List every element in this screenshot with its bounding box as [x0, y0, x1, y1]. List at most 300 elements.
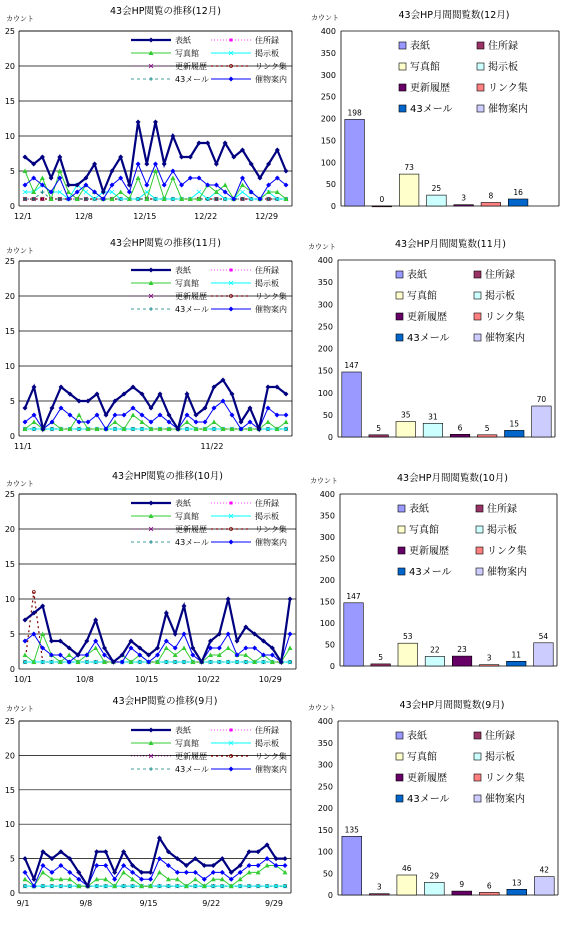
- legend-entry-label: 更新履歴: [175, 62, 207, 71]
- legend-entry-label: 43メール: [175, 765, 210, 774]
- bar: [507, 661, 527, 666]
- bar: [427, 195, 447, 206]
- y-tick-label: 400: [320, 27, 336, 36]
- y-tick-label: 20: [4, 62, 15, 71]
- legend-entry-label: 催物案内: [487, 567, 527, 578]
- x-tick-label: 12/8: [74, 212, 93, 221]
- data-point-marker: [149, 38, 154, 43]
- legend: [399, 39, 528, 115]
- legend-entry-label: 写真館: [407, 291, 437, 302]
- x-tick-label: 9/29: [265, 899, 284, 908]
- legend-entry-label: 催物案内: [488, 104, 528, 115]
- bar: [454, 205, 474, 206]
- legend-entry-label: 更新履歴: [407, 312, 447, 323]
- data-point-marker: [229, 77, 234, 82]
- data-point-marker: [182, 632, 187, 637]
- y-axis-unit-label: カウント: [308, 243, 336, 251]
- bar: [505, 430, 525, 437]
- chart-title: 43会HP閲覧の推移(12月): [110, 6, 221, 17]
- y-tick-label: 300: [317, 300, 333, 310]
- bar-value-label: 9: [459, 880, 465, 890]
- data-point-marker: [121, 870, 126, 875]
- legend-entry-label: リンク集: [485, 773, 525, 784]
- legend-swatch: [398, 547, 405, 554]
- y-tick-label: 50: [322, 869, 333, 879]
- data-point-marker: [157, 870, 162, 875]
- bar-value-label: 13: [511, 878, 522, 888]
- y-axis-unit-label: カウント: [308, 704, 336, 712]
- chart-title: 43会HP月間閲覧数(9月): [399, 700, 505, 711]
- series-line: [25, 592, 290, 662]
- legend-entry-label: 43メール: [409, 567, 452, 578]
- legend: [131, 35, 287, 84]
- y-axis-unit-label: カウント: [310, 477, 338, 485]
- legend-swatch: [474, 292, 481, 299]
- data-point-marker: [153, 120, 158, 125]
- y-tick-label: 150: [317, 366, 333, 376]
- x-tick-label: 11/1: [14, 442, 32, 451]
- legend-entry-label: 表紙: [175, 726, 191, 735]
- data-point-marker: [153, 162, 158, 167]
- data-point-marker: [226, 646, 231, 651]
- y-tick-label: 5: [9, 854, 15, 864]
- y-tick-label: 15: [4, 327, 15, 336]
- data-point-marker: [162, 162, 167, 167]
- y-tick-label: 10: [4, 820, 15, 830]
- x-tick-label: 9/15: [139, 899, 158, 908]
- data-point-marker: [241, 190, 245, 194]
- legend-entry-label: 掲示板: [255, 512, 279, 521]
- y-axis-unit-label: カウント: [6, 15, 34, 23]
- legend-swatch: [476, 568, 483, 575]
- x-tick-label: 10/29: [258, 675, 282, 684]
- data-point-marker: [185, 420, 190, 425]
- data-point-marker: [230, 729, 233, 732]
- legend-swatch: [477, 84, 484, 91]
- legend-entry-label: 住所録: [255, 36, 279, 45]
- data-point-marker: [229, 767, 234, 772]
- data-point-marker: [113, 420, 118, 425]
- legend-entry-label: 住所録: [488, 41, 518, 52]
- legend-entry-label: 43メール: [175, 305, 210, 314]
- chart-title: 43会HP閲覧の推移(10月): [112, 471, 223, 482]
- legend-entry-label: 催物案内: [485, 794, 525, 805]
- bar-value-label: 8: [488, 191, 494, 201]
- y-tick-label: 350: [320, 48, 336, 58]
- bar-value-label: 198: [347, 108, 362, 118]
- y-tick-label: 100: [319, 619, 335, 628]
- x-tick-label: 10/8: [75, 675, 94, 684]
- series-8: [23, 399, 289, 432]
- bar: [477, 435, 497, 437]
- bar-value-label: 6: [486, 881, 492, 891]
- data-point-marker: [240, 176, 245, 181]
- legend-entry-label: 掲示板: [485, 291, 515, 302]
- data-point-marker: [131, 413, 136, 418]
- bar: [507, 889, 527, 895]
- legend: [131, 498, 287, 547]
- legend-entry-label: 更新履歴: [407, 773, 447, 784]
- series-line: [25, 401, 286, 429]
- data-point-marker: [118, 190, 123, 195]
- data-point-marker: [84, 190, 88, 194]
- legend-entry-label: 住所録: [255, 726, 279, 735]
- y-tick-label: 350: [317, 738, 333, 748]
- legend-entry-label: 催物案内: [255, 765, 287, 774]
- y-tick-label: 150: [317, 825, 333, 835]
- data-point-marker: [266, 385, 271, 390]
- bar: [481, 203, 501, 207]
- y-tick-label: 0: [9, 432, 15, 441]
- y-axis-unit-label: カウント: [6, 480, 34, 488]
- x-tick-label: 9/8: [79, 899, 93, 908]
- bar-value-label: 22: [430, 645, 440, 655]
- data-point-marker: [144, 183, 149, 188]
- data-point-marker: [103, 863, 108, 868]
- legend: [396, 268, 525, 344]
- bar: [344, 603, 364, 666]
- series-4: [23, 884, 287, 888]
- y-tick-label: 15: [4, 560, 15, 569]
- legend-entry-label: 更新履歴: [410, 83, 450, 94]
- legend-entry-label: 写真館: [175, 739, 199, 748]
- data-point-marker: [212, 420, 217, 425]
- data-point-marker: [283, 863, 288, 868]
- y-tick-label: 250: [317, 782, 333, 792]
- bar-value-label: 3: [376, 882, 382, 892]
- bar: [371, 664, 391, 666]
- data-point-marker: [23, 653, 28, 658]
- y-tick-label: 50: [324, 640, 335, 650]
- legend-entry-label: 43メール: [410, 104, 453, 115]
- data-point-marker: [229, 307, 234, 312]
- y-tick-label: 0: [327, 891, 333, 900]
- data-point-marker: [149, 501, 154, 506]
- bar: [532, 406, 552, 437]
- data-point-marker: [94, 863, 99, 868]
- series-line: [25, 415, 286, 429]
- data-point-marker: [149, 728, 154, 733]
- y-tick-label: 400: [319, 490, 335, 499]
- bar-chart-1: [311, 9, 559, 211]
- y-tick-label: 25: [4, 257, 15, 266]
- y-tick-label: 0: [329, 662, 335, 671]
- line-chart-3: [5, 470, 296, 684]
- y-tick-label: 25: [4, 717, 15, 726]
- y-tick-label: 20: [4, 292, 15, 301]
- legend-entry-label: 表紙: [175, 266, 191, 275]
- data-point-marker: [40, 190, 44, 194]
- data-point-marker: [67, 653, 72, 658]
- bar: [369, 894, 389, 895]
- bar-value-label: 5: [484, 423, 490, 433]
- y-tick-label: 10: [4, 362, 15, 371]
- bar-value-label: 23: [457, 645, 467, 655]
- legend-swatch: [474, 753, 481, 760]
- y-tick-label: 200: [317, 344, 333, 354]
- data-point-marker: [144, 162, 149, 167]
- legend-entry-label: 掲示板: [255, 739, 279, 748]
- x-tick-label: 12/1: [14, 212, 32, 221]
- bar: [399, 174, 419, 206]
- data-point-marker: [266, 420, 271, 425]
- data-point-marker: [223, 183, 228, 188]
- data-point-marker: [49, 639, 54, 644]
- legend-entry-label: 住所録: [255, 266, 279, 275]
- chart-title: 43会HP月間閲覧数(12月): [398, 10, 510, 21]
- data-point-marker: [77, 413, 82, 418]
- legend-swatch: [398, 526, 405, 533]
- legend-entry-label: 写真館: [175, 512, 199, 521]
- bar-value-label: 5: [376, 423, 382, 433]
- data-point-marker: [94, 849, 99, 854]
- y-tick-label: 300: [320, 70, 336, 80]
- y-tick-label: 0: [9, 202, 15, 211]
- legend-swatch: [474, 334, 481, 341]
- line-chart-2: [5, 237, 292, 451]
- legend-entry-label: リンク集: [488, 83, 528, 94]
- legend-entry-label: 住所録: [255, 499, 279, 508]
- data-point-marker: [193, 877, 198, 882]
- y-tick-label: 250: [317, 322, 333, 332]
- y-tick-label: 250: [320, 92, 336, 102]
- bar: [397, 875, 417, 895]
- bar-value-label: 35: [401, 410, 411, 420]
- data-point-marker: [164, 646, 169, 651]
- data-point-marker: [284, 413, 289, 418]
- chart-title: 43会HP閲覧の推移(11月): [110, 238, 221, 249]
- data-point-marker: [182, 646, 187, 651]
- legend-swatch: [476, 505, 483, 512]
- bar-chart-4: [308, 699, 558, 900]
- legend-swatch: [476, 547, 483, 554]
- legend-entry-label: 掲示板: [488, 62, 518, 73]
- y-tick-label: 25: [4, 27, 15, 36]
- x-tick-label: 12/22: [194, 212, 218, 221]
- bar-value-label: 53: [403, 632, 413, 642]
- data-point-marker: [284, 420, 289, 425]
- y-tick-label: 100: [320, 158, 336, 168]
- legend-swatch: [477, 105, 484, 112]
- y-tick-label: 0: [9, 665, 15, 674]
- legend-swatch: [399, 42, 406, 49]
- y-tick-label: 100: [317, 388, 333, 398]
- legend-entry-label: 住所録: [487, 504, 517, 515]
- data-point-marker: [229, 540, 234, 545]
- bar: [342, 372, 362, 437]
- data-point-marker: [136, 120, 141, 125]
- bar-value-label: 70: [536, 395, 547, 405]
- legend: [131, 265, 287, 314]
- y-tick-label: 5: [9, 167, 15, 176]
- data-point-marker: [230, 502, 233, 505]
- x-tick-label: 11/22: [200, 442, 224, 451]
- bar: [534, 643, 554, 666]
- legend-swatch: [399, 84, 406, 91]
- y-tick-label: 15: [4, 97, 15, 106]
- bar: [534, 877, 554, 895]
- y-tick-label: 50: [322, 410, 333, 420]
- data-point-marker: [230, 39, 233, 42]
- legend-entry-label: 写真館: [175, 49, 199, 58]
- bar-value-label: 135: [344, 825, 359, 835]
- legend-swatch: [477, 63, 484, 70]
- bar-value-label: 5: [378, 652, 384, 662]
- y-tick-label: 300: [317, 760, 333, 770]
- data-point-marker: [136, 162, 141, 167]
- data-point-marker: [230, 269, 233, 272]
- y-tick-label: 5: [9, 397, 15, 406]
- legend-entry-label: リンク集: [485, 312, 525, 323]
- bar-value-label: 73: [404, 163, 414, 173]
- legend-swatch: [396, 334, 403, 341]
- bar: [450, 434, 470, 437]
- data-point-marker: [288, 632, 293, 637]
- y-tick-label: 200: [317, 804, 333, 813]
- bar-value-label: 11: [511, 650, 522, 660]
- data-point-marker: [93, 646, 98, 651]
- legend-entry-label: 表紙: [409, 504, 429, 515]
- bar-value-label: 6: [457, 423, 463, 433]
- legend-entry-label: 掲示板: [255, 279, 279, 288]
- legend-swatch: [396, 271, 403, 278]
- legend: [131, 725, 287, 774]
- legend-entry-label: 写真館: [407, 752, 437, 763]
- bar: [345, 119, 365, 206]
- data-point-marker: [149, 767, 153, 771]
- bar: [425, 657, 445, 667]
- series-line: [25, 380, 286, 429]
- bar-value-label: 15: [509, 419, 520, 429]
- bar: [479, 665, 499, 666]
- data-point-marker: [93, 639, 98, 644]
- legend-entry-label: 43メール: [407, 333, 450, 344]
- legend-entry-label: リンク集: [255, 525, 287, 534]
- legend-entry-label: 43メール: [407, 794, 450, 805]
- bar: [479, 892, 499, 895]
- legend-swatch: [398, 568, 405, 575]
- line-chart-1: [5, 5, 292, 221]
- series-line: [25, 859, 285, 887]
- y-tick-label: 10: [4, 595, 15, 604]
- data-point-marker: [283, 856, 288, 861]
- data-point-marker: [217, 646, 222, 651]
- legend-swatch: [396, 313, 403, 320]
- y-tick-label: 400: [317, 717, 333, 726]
- legend-entry-label: 住所録: [485, 731, 515, 742]
- data-point-marker: [182, 604, 187, 609]
- y-tick-label: 50: [325, 180, 336, 190]
- data-point-marker: [136, 176, 141, 181]
- data-point-marker: [226, 632, 231, 637]
- bar: [369, 435, 389, 437]
- legend-swatch: [474, 795, 481, 802]
- legend-entry-label: 表紙: [175, 499, 191, 508]
- bar: [452, 656, 472, 666]
- x-tick-label: 12/29: [255, 212, 279, 221]
- bar-value-label: 16: [513, 188, 523, 197]
- y-tick-label: 200: [320, 114, 336, 124]
- legend-swatch: [396, 753, 403, 760]
- bar-value-label: 147: [346, 591, 361, 601]
- data-point-marker: [40, 176, 45, 181]
- bar-value-label: 25: [431, 184, 442, 194]
- y-tick-label: 200: [319, 576, 335, 585]
- legend-entry-label: 写真館: [175, 279, 199, 288]
- data-point-marker: [184, 870, 189, 875]
- legend-entry-label: 表紙: [407, 270, 427, 281]
- legend-entry-label: 更新履歴: [409, 546, 449, 557]
- data-point-marker: [66, 190, 71, 195]
- legend-swatch: [396, 795, 403, 802]
- y-tick-label: 20: [4, 525, 15, 534]
- chart-title: 43会HP月間閲覧数(10月): [397, 473, 508, 484]
- bar-value-label: 46: [401, 863, 412, 873]
- bar: [508, 199, 528, 206]
- x-tick-label: 9/22: [202, 899, 221, 908]
- data-point-marker: [148, 877, 153, 882]
- series-line: [25, 185, 286, 199]
- y-axis-unit-label: カウント: [6, 705, 34, 713]
- data-point-marker: [170, 169, 175, 174]
- legend-entry-label: 更新履歴: [175, 292, 207, 301]
- legend-swatch: [477, 42, 484, 49]
- data-point-marker: [162, 183, 167, 188]
- legend-swatch: [398, 505, 405, 512]
- bar: [372, 206, 392, 207]
- bar: [423, 423, 443, 437]
- data-point-marker: [230, 413, 235, 418]
- y-tick-label: 300: [319, 533, 335, 542]
- data-point-marker: [149, 540, 153, 544]
- x-tick-label: 10/22: [196, 675, 221, 684]
- legend-entry-label: リンク集: [487, 546, 527, 557]
- legend-entry-label: リンク集: [255, 292, 287, 301]
- legend-swatch: [399, 63, 406, 70]
- bar-value-label: 31: [428, 412, 438, 422]
- y-tick-label: 350: [317, 278, 333, 288]
- data-point-marker: [226, 597, 231, 602]
- legend-swatch: [474, 271, 481, 278]
- legend-swatch: [474, 313, 481, 320]
- legend-entry-label: 掲示板: [487, 525, 517, 536]
- legend-swatch: [476, 526, 483, 533]
- bar-chart-2: [308, 238, 555, 442]
- data-point-marker: [197, 190, 201, 194]
- y-axis-unit-label: カウント: [311, 14, 339, 22]
- legend-entry-label: 表紙: [175, 36, 191, 45]
- legend-entry-label: 写真館: [409, 525, 439, 536]
- data-point-marker: [170, 176, 175, 181]
- data-point-marker: [23, 877, 28, 882]
- legend-entry-label: 催物案内: [255, 75, 287, 84]
- bar-value-label: 0: [379, 195, 385, 204]
- legend-entry-label: 表紙: [407, 731, 427, 742]
- legend-swatch: [474, 732, 481, 739]
- x-tick-label: 10/15: [135, 675, 159, 684]
- legend-entry-label: 住所録: [485, 270, 515, 281]
- legend-entry-label: 更新履歴: [175, 525, 207, 534]
- x-tick-label: 10/1: [14, 675, 32, 684]
- data-point-marker: [149, 268, 154, 273]
- line-chart-4: [5, 695, 291, 908]
- chart-title: 43会HP閲覧の推移(9月): [112, 696, 218, 707]
- y-tick-label: 100: [317, 847, 333, 857]
- legend-swatch: [396, 774, 403, 781]
- data-point-marker: [113, 413, 118, 418]
- data-point-marker: [149, 77, 153, 81]
- y-tick-label: 350: [319, 511, 335, 521]
